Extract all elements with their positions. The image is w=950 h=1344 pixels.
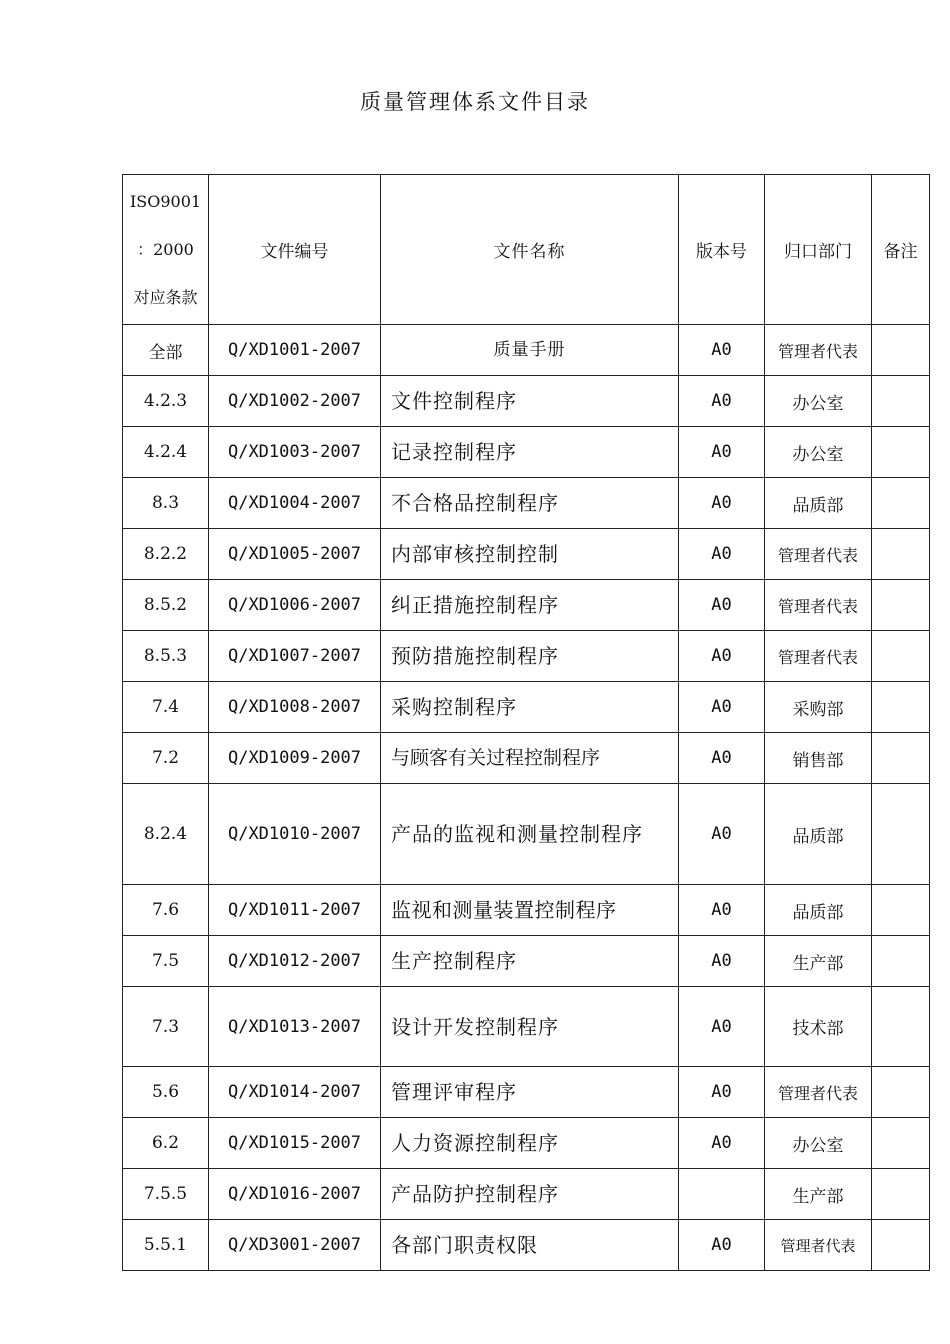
header-dept: 归口部门 xyxy=(765,175,872,325)
row-dept: 生产部 xyxy=(765,936,872,987)
row-version: A0 xyxy=(679,478,765,529)
row-dept: 品质部 xyxy=(765,885,872,936)
row-version: A0 xyxy=(679,1220,765,1271)
row-dept: 办公室 xyxy=(765,376,872,427)
row-dept: 办公室 xyxy=(765,1118,872,1169)
row-name: 纠正措施控制程序 xyxy=(381,580,679,631)
table-row xyxy=(123,580,930,631)
row-version: A0 xyxy=(679,580,765,631)
table-row xyxy=(123,325,930,376)
row-code: Q/XD1016-2007 xyxy=(209,1169,381,1220)
row-clause: 7.6 xyxy=(123,885,209,936)
row-note xyxy=(872,1220,930,1271)
row-name: 人力资源控制程序 xyxy=(381,1118,679,1169)
row-name: 与顾客有关过程控制程序 xyxy=(381,733,679,784)
row-dept: 生产部 xyxy=(765,1169,872,1220)
row-name: 监视和测量装置控制程序 xyxy=(381,885,679,936)
row-note xyxy=(872,1118,930,1169)
row-dept: 管理者代表 xyxy=(765,529,872,580)
row-version: A0 xyxy=(679,427,765,478)
row-code: Q/XD1009-2007 xyxy=(209,733,381,784)
row-code: Q/XD1006-2007 xyxy=(209,580,381,631)
table-row xyxy=(123,529,930,580)
row-name: 产品防护控制程序 xyxy=(381,1169,679,1220)
row-code: Q/XD1013-2007 xyxy=(209,987,381,1067)
row-code: Q/XD1011-2007 xyxy=(209,885,381,936)
row-version: A0 xyxy=(679,631,765,682)
row-name: 内部审核控制控制 xyxy=(381,529,679,580)
row-code: Q/XD1004-2007 xyxy=(209,478,381,529)
row-clause: 7.5.5 xyxy=(123,1169,209,1220)
row-clause: 8.3 xyxy=(123,478,209,529)
row-clause: 4.2.4 xyxy=(123,427,209,478)
row-clause: 7.5 xyxy=(123,936,209,987)
row-code: Q/XD1007-2007 xyxy=(209,631,381,682)
row-note xyxy=(872,427,930,478)
header-code: 文件编号 xyxy=(209,175,381,325)
row-note xyxy=(872,682,930,733)
row-clause: 4.2.3 xyxy=(123,376,209,427)
row-version: A0 xyxy=(679,784,765,885)
header-name: 文件名称 xyxy=(381,175,679,325)
row-name: 质量手册 xyxy=(381,325,679,376)
row-version: A0 xyxy=(679,1118,765,1169)
row-dept: 管理者代表 xyxy=(765,1067,872,1118)
row-version: A0 xyxy=(679,529,765,580)
row-name: 管理评审程序 xyxy=(381,1067,679,1118)
header-clause-line2: ：2000 xyxy=(137,239,194,259)
document-title: 质量管理体系文件目录 xyxy=(360,90,590,114)
header-clause-line3: 对应条款 xyxy=(133,287,198,307)
row-dept: 管理者代表 xyxy=(765,325,872,376)
row-version: A0 xyxy=(679,987,765,1067)
document-catalog-table xyxy=(122,174,930,1271)
row-version: A0 xyxy=(679,936,765,987)
header-note: 备注 xyxy=(872,175,930,325)
row-code: Q/XD3001-2007 xyxy=(209,1220,381,1271)
row-note xyxy=(872,1067,930,1118)
row-dept: 技术部 xyxy=(765,987,872,1067)
row-clause: 全部 xyxy=(123,325,209,376)
row-note xyxy=(872,936,930,987)
row-dept: 品质部 xyxy=(765,784,872,885)
table-row xyxy=(123,784,930,885)
row-note xyxy=(872,478,930,529)
header-version: 版本号 xyxy=(679,175,765,325)
header-clause xyxy=(123,175,209,325)
row-note xyxy=(872,733,930,784)
row-name: 不合格品控制程序 xyxy=(381,478,679,529)
row-clause: 7.4 xyxy=(123,682,209,733)
row-name: 各部门职责权限 xyxy=(381,1220,679,1271)
table-row xyxy=(123,1118,930,1169)
table-row xyxy=(123,733,930,784)
row-clause: 7.3 xyxy=(123,987,209,1067)
row-code: Q/XD1014-2007 xyxy=(209,1067,381,1118)
table-row xyxy=(123,936,930,987)
row-note xyxy=(872,376,930,427)
row-dept: 品质部 xyxy=(765,478,872,529)
row-name: 采购控制程序 xyxy=(381,682,679,733)
row-dept: 管理者代表 xyxy=(765,580,872,631)
row-name: 生产控制程序 xyxy=(381,936,679,987)
row-code: Q/XD1008-2007 xyxy=(209,682,381,733)
row-clause: 5.6 xyxy=(123,1067,209,1118)
row-clause: 8.2.4 xyxy=(123,784,209,885)
row-name: 文件控制程序 xyxy=(381,376,679,427)
table-row xyxy=(123,1067,930,1118)
row-name: 产品的监视和测量控制程序 xyxy=(381,784,679,885)
row-note xyxy=(872,580,930,631)
table-row xyxy=(123,1220,930,1271)
table-row xyxy=(123,885,930,936)
table-row xyxy=(123,682,930,733)
row-dept: 管理者代表 xyxy=(765,631,872,682)
row-version: A0 xyxy=(679,325,765,376)
row-clause: 8.2.2 xyxy=(123,529,209,580)
table-row xyxy=(123,1169,930,1220)
row-note xyxy=(872,631,930,682)
row-version xyxy=(679,1169,765,1220)
row-version: A0 xyxy=(679,733,765,784)
row-code: Q/XD1002-2007 xyxy=(209,376,381,427)
row-version: A0 xyxy=(679,682,765,733)
row-note xyxy=(872,529,930,580)
table-row xyxy=(123,987,930,1067)
row-clause: 5.5.1 xyxy=(123,1220,209,1271)
row-code: Q/XD1003-2007 xyxy=(209,427,381,478)
row-name: 预防措施控制程序 xyxy=(381,631,679,682)
row-clause: 8.5.2 xyxy=(123,580,209,631)
row-code: Q/XD1012-2007 xyxy=(209,936,381,987)
row-dept: 采购部 xyxy=(765,682,872,733)
table-header-row xyxy=(123,175,930,325)
row-note xyxy=(872,987,930,1067)
row-code: Q/XD1015-2007 xyxy=(209,1118,381,1169)
table-row xyxy=(123,376,930,427)
table-row xyxy=(123,631,930,682)
row-name: 设计开发控制程序 xyxy=(381,987,679,1067)
row-clause: 7.2 xyxy=(123,733,209,784)
table-row xyxy=(123,427,930,478)
row-version: A0 xyxy=(679,1067,765,1118)
header-clause-line1: ISO9001 xyxy=(129,191,202,211)
row-dept: 管理者代表 xyxy=(765,1220,872,1271)
row-dept: 办公室 xyxy=(765,427,872,478)
row-clause: 6.2 xyxy=(123,1118,209,1169)
row-note xyxy=(872,784,930,885)
row-dept: 销售部 xyxy=(765,733,872,784)
row-code: Q/XD1005-2007 xyxy=(209,529,381,580)
row-code: Q/XD1001-2007 xyxy=(209,325,381,376)
row-version: A0 xyxy=(679,376,765,427)
row-note xyxy=(872,325,930,376)
row-name: 记录控制程序 xyxy=(381,427,679,478)
row-code: Q/XD1010-2007 xyxy=(209,784,381,885)
row-note xyxy=(872,885,930,936)
row-note xyxy=(872,1169,930,1220)
table-row xyxy=(123,478,930,529)
row-version: A0 xyxy=(679,885,765,936)
row-clause: 8.5.3 xyxy=(123,631,209,682)
